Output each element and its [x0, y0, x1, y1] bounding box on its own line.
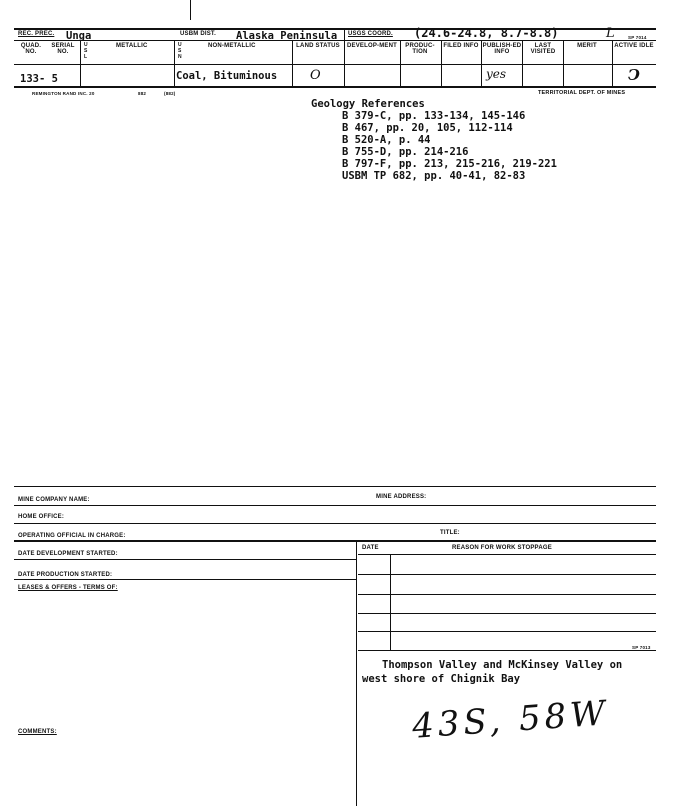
col-development: DEVELOP-MENT: [346, 43, 398, 49]
lower-top-rule: [14, 486, 656, 487]
col-filed-info: FILED INFO: [443, 43, 479, 49]
middle-divider: [356, 540, 357, 806]
printer-code-2: (882): [164, 91, 176, 96]
mine-company-label: MINE COMPANY NAME:: [18, 497, 90, 503]
rule: [14, 559, 356, 560]
rule: [14, 579, 356, 580]
date-column-divider: [390, 554, 391, 650]
col-published-info: PUBLISH-ED INFO: [482, 43, 522, 55]
col-metallic: METALLIC: [116, 43, 148, 49]
col-land-status: LAND STATUS: [296, 43, 340, 49]
mine-address-label: MINE ADDRESS:: [376, 494, 427, 500]
handwritten-township-range: 43S, 58W: [410, 693, 611, 747]
rule: [14, 523, 656, 524]
col-production: PRODUC-TION: [405, 43, 435, 55]
col-last-visited: LAST VISITED: [530, 43, 556, 55]
rule: [358, 650, 656, 651]
col-merit: MERIT: [577, 43, 597, 49]
usgs-coord-value: (24.6-24.8, 8.7-8.8): [414, 26, 559, 40]
printer-mark: REMINGTON RAND INC. 20: [32, 91, 95, 96]
corner-mark: L: [606, 26, 615, 41]
home-office-label: HOME OFFICE:: [18, 514, 65, 520]
non-metallic-value: Coal, Bituminous: [176, 70, 278, 82]
reason-stoppage-label: REASON FOR WORK STOPPAGE: [452, 545, 552, 551]
date-label: DATE: [362, 545, 379, 551]
operating-official-label: OPERATING OFFICIAL IN CHARGE:: [18, 533, 126, 539]
divider: [344, 28, 345, 88]
location-line-2: west shore of Chignik Bay: [362, 673, 521, 685]
department-label: TERRITORIAL DEPT. OF MINES: [538, 90, 626, 96]
rule: [358, 554, 656, 555]
form-number-top: SP 7014: [628, 35, 647, 40]
date-production-label: DATE PRODUCTION STARTED:: [18, 572, 113, 578]
rule: [358, 574, 656, 575]
active-idle-value: Ↄ: [628, 66, 640, 84]
usbm-dist-label: USBM DIST.: [180, 31, 217, 37]
geology-ref-list: [342, 110, 557, 182]
col-active-idle: ACTIVE IDLE: [614, 43, 654, 49]
geology-ref: B 520-A, p. 44: [342, 134, 431, 146]
published-info-value: yes: [486, 67, 507, 81]
geology-ref: B 379-C, pp. 133-134, 145-146: [342, 110, 526, 122]
rule: [14, 505, 656, 506]
col-usn: U S N: [178, 42, 182, 60]
rule: [358, 594, 656, 595]
geology-ref: USBM TP 682, pp. 40-41, 82-83: [342, 170, 526, 182]
table-bottom-rule: [14, 86, 656, 88]
quad-serial-value: 133- 5: [20, 73, 58, 85]
form-number-bottom: SP 7013: [632, 645, 651, 650]
top-tick: [190, 0, 191, 20]
date-development-label: DATE DEVELOPMENT STARTED:: [18, 551, 118, 557]
rule: [358, 613, 656, 614]
usgs-coord-label: USGS COORD.: [348, 31, 393, 37]
col-quad-no: QUAD. NO.: [20, 43, 42, 55]
col-usl: U S L: [84, 42, 88, 60]
land-status-value: O: [310, 68, 321, 83]
row-rule: [14, 64, 656, 65]
rec-prec-value: Unga: [66, 30, 92, 42]
geology-ref: B 797-F, pp. 213, 215-216, 219-221: [342, 158, 557, 170]
geology-title: Geology References: [311, 98, 425, 110]
geology-ref: B 755-D, pp. 214-216: [342, 146, 469, 158]
header-rule: [14, 40, 656, 41]
usbm-dist-value: Alaska Peninsula: [236, 30, 338, 42]
col-serial-no: SERIAL NO.: [51, 43, 75, 55]
col-non-metallic: NON-METALLIC: [208, 43, 256, 49]
geology-ref: B 467, pp. 20, 105, 112-114: [342, 122, 513, 134]
printer-code: 882: [138, 91, 147, 96]
rec-prec-label: REC. PREC.: [18, 31, 55, 37]
rule: [14, 540, 656, 542]
rule: [358, 631, 656, 632]
location-line-1: Thompson Valley and McKinsey Valley on: [382, 659, 623, 671]
leases-label: LEASES & OFFERS - TERMS OF:: [18, 585, 118, 591]
title-label: TITLE:: [440, 530, 460, 536]
comments-label: COMMENTS:: [18, 729, 57, 735]
